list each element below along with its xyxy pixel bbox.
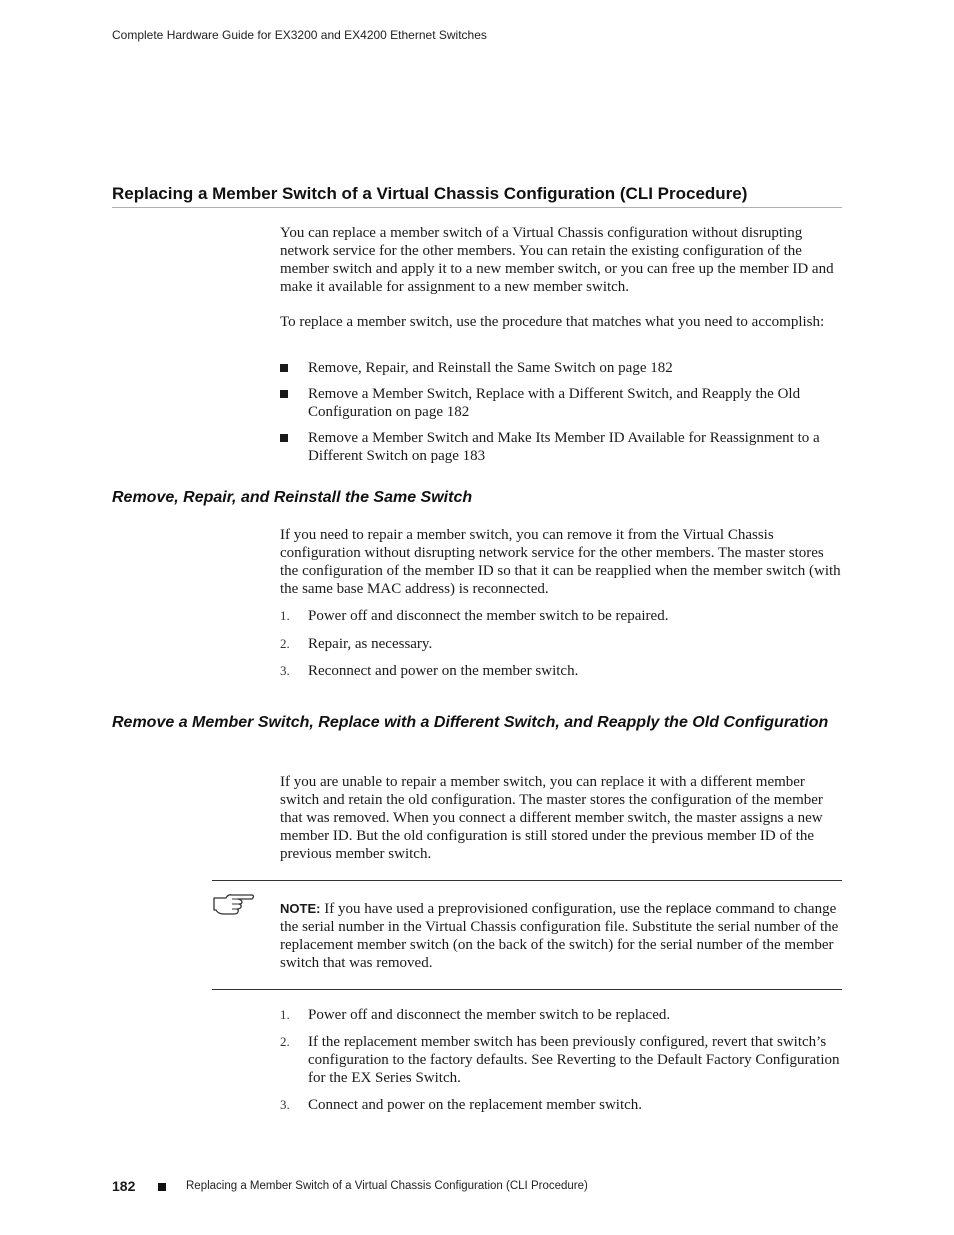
step-number: 3. bbox=[280, 1097, 290, 1112]
subsection-title-1: Remove, Repair, and Reinstall the Same Switch bbox=[112, 489, 473, 506]
step-item: 2. Repair, as necessary. bbox=[280, 636, 433, 652]
bullet-square-icon bbox=[280, 359, 288, 377]
bullet-square-icon bbox=[280, 385, 288, 403]
bullet-square-icon bbox=[280, 429, 288, 447]
footer-separator-square-icon bbox=[158, 1183, 166, 1191]
step-number: 2. bbox=[280, 1034, 290, 1049]
list-item[interactable]: Remove, Repair, and Reinstall the Same Switch on page 182 bbox=[280, 359, 842, 377]
section-title: Replacing a Member Switch of a Virtual Chassis Configuration (CLI Procedure) bbox=[112, 184, 842, 208]
step-number: 2. bbox=[280, 636, 290, 651]
list-item[interactable]: Remove a Member Switch and Make Its Member ID Available for Reassignment to a Different Switch on page 183 bbox=[280, 429, 842, 465]
pointing-hand-icon bbox=[212, 890, 256, 916]
step-number: 1. bbox=[280, 1007, 290, 1022]
intro-paragraph-2: To replace a member switch, use the procedure that matches what you need to accomplish: bbox=[280, 314, 825, 330]
subsection-1-paragraph: If you need to repair a member switch, you can remove it from the Virtual Chassis configuration without disrupting network service for the other members. The master stores the configuration of the member ID so that it can be reapplied when the member switch (with the same base MAC address) is reconnected. bbox=[280, 527, 841, 597]
steps-list-1 bbox=[280, 607, 842, 680]
note-block: NOTE: If you have used a preprovisioned configuration, use the replace command to change the serial number in the Virtual Chassis configuration file. Substitute the serial number of the replacement member switch (on the back of the switch) for the serial number of the member switch that was removed. bbox=[280, 900, 839, 971]
page-number: 182 bbox=[112, 1178, 136, 1194]
running-footer: Replacing a Member Switch of a Virtual Chassis Configuration (CLI Procedure) bbox=[186, 1180, 588, 1192]
note-label: NOTE: bbox=[280, 901, 321, 916]
step-item: 3. Connect and power on the replacement member switch. bbox=[280, 1097, 643, 1113]
step-item: 2. If the replacement member switch has been previously configured, revert that switch’s configuration to the factory defaults. See Reverting to the Default Factory Configuration for the EX Series Switch. bbox=[280, 1034, 840, 1086]
step-item: 3. Reconnect and power on the member switch. bbox=[280, 663, 579, 679]
step-number: 1. bbox=[280, 608, 290, 623]
command-replace: replace bbox=[665, 900, 712, 916]
step-item: 1. Power off and disconnect the member switch to be repaired. bbox=[280, 608, 669, 624]
step-item: 1. Power off and disconnect the member switch to be replaced. bbox=[280, 1007, 671, 1023]
note-bottom-rule bbox=[212, 989, 842, 990]
procedure-list bbox=[280, 359, 842, 465]
subsection-2-paragraph: If you are unable to repair a member switch, you can replace it with a different member switch and retain the old configuration. The master stores the configuration of the member that was removed. When you connect a different member switch, the master assigns a new member ID. But the old configuration is still stored under the previous member ID of the previous member switch. bbox=[280, 774, 823, 862]
list-item[interactable]: Remove a Member Switch, Replace with a Different Switch, and Reapply the Old Configuration on page 182 bbox=[280, 385, 842, 421]
intro-paragraph-1: You can replace a member switch of a Virtual Chassis configuration without disrupting network service for the other members. You can retain the existing configuration of the member switch and apply it to a new member switch, or you can free up the member ID and make it available for assignment to a new member switch. bbox=[280, 225, 834, 295]
subsection-title-2: Remove a Member Switch, Replace with a Different Switch, and Reapply the Old Configuration bbox=[112, 714, 829, 731]
steps-list-2 bbox=[280, 1006, 842, 1114]
step-number: 3. bbox=[280, 663, 290, 678]
running-header: Complete Hardware Guide for EX3200 and EX4200 Ethernet Switches bbox=[112, 28, 487, 42]
note-top-rule bbox=[212, 880, 842, 881]
